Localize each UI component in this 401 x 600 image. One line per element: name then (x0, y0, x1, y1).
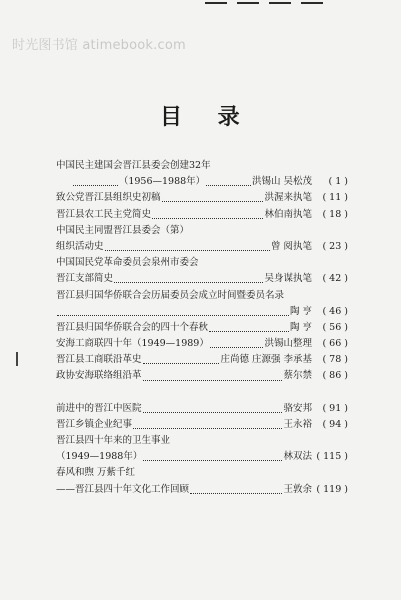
toc-entry-page: ( 78 ) (312, 352, 348, 368)
toc-entry[interactable] (56, 352, 348, 368)
toc-entry-author: 林伯南执笔 (264, 208, 312, 220)
leader-dots (143, 453, 282, 461)
toc-entry-author: 洪渥来执笔 (264, 192, 312, 204)
toc-entry[interactable] (56, 271, 348, 287)
leader-dots (143, 356, 220, 364)
toc-entry-author: 庄尚德 庄源强 李承基 (220, 354, 312, 366)
toc-entry-title: 致公党晋江县组织史初稿 (56, 192, 161, 204)
leader-dots (143, 405, 283, 413)
toc-entry-page: ( 91 ) (312, 401, 348, 417)
toc-entry-author: 陶 亨 (289, 305, 312, 317)
toc-entry-author: 林双法 (283, 451, 312, 463)
leader-dots (209, 324, 289, 332)
toc-entry-author: 蔡尔禁 (283, 370, 312, 382)
toc-entry-page: ( 42 ) (312, 271, 348, 287)
toc-entry-title: 春风和煦 万紫千红 (56, 467, 136, 479)
toc-entry-title: 中国民主建国会晋江县委会创建32年 (56, 160, 211, 171)
toc-entry-title: 晋江县归国华侨联合会历届委员会成立时间暨委员名录 (56, 289, 285, 301)
toc-entry-author: 骆安邦 (283, 402, 312, 414)
toc-entry[interactable] (56, 174, 348, 190)
watermark: 时光图书馆 atimebook.com (12, 38, 186, 53)
table-of-contents (56, 158, 348, 498)
toc-entry-author: 洪锡山整理 (264, 338, 312, 350)
toc-entry-title: 晋江县四十年来的卫生事业 (56, 435, 171, 446)
toc-entry-subtitle: （1956—1988年） (118, 176, 206, 188)
toc-entry[interactable] (56, 417, 348, 433)
page-title: 目 录 (160, 105, 254, 130)
leader-dots (133, 421, 282, 429)
toc-entry[interactable] (56, 190, 348, 206)
top-edge-marks (205, 0, 345, 6)
toc-entry-author: 王敦余 (283, 483, 312, 495)
toc-entry[interactable] (56, 207, 348, 223)
toc-entry-page: ( 115 ) (312, 449, 348, 465)
toc-entry-page: ( 23 ) (312, 239, 348, 255)
toc-entry-title: 前进中的晋江中医院 (56, 402, 142, 414)
toc-entry-title: 晋江乡镇企业纪事 (56, 418, 133, 430)
toc-entry-page: ( 46 ) (312, 304, 348, 320)
toc-entry-subtitle: 晋江支部简史 (56, 273, 114, 285)
toc-entry[interactable] (56, 482, 348, 498)
toc-entry[interactable] (56, 401, 348, 417)
toc-entry-title: 中国国民党革命委员会泉州市委会 (56, 257, 199, 269)
leader-dots (152, 211, 263, 219)
leader-dots (190, 486, 282, 494)
toc-entry-author: 曾 阅执笔 (270, 240, 312, 252)
toc-entry-author: 吴身谋执笔 (264, 273, 312, 285)
toc-entry-page: ( 1 ) (312, 174, 348, 190)
toc-entry-title: 政协安海联络组沿革 (56, 370, 142, 382)
toc-entry-title: 晋江县归国华侨联合会的四十个春秋 (56, 321, 209, 333)
toc-entry-subtitle: 组织活动史 (56, 240, 104, 252)
toc-entry[interactable] (56, 336, 348, 352)
toc-entry-page: ( 66 ) (312, 336, 348, 352)
toc-entry[interactable] (56, 368, 348, 384)
leader-dots (162, 194, 264, 202)
leader-dots (210, 340, 264, 348)
toc-entry-page: ( 119 ) (312, 482, 348, 498)
toc-entry-title: 中国民主同盟晋江县委会（第） (56, 224, 190, 236)
toc-entry-title: 晋江县农工民主党简史 (56, 208, 152, 220)
toc-entry-page: ( 56 ) (312, 320, 348, 336)
toc-entry-title: 安海工商联四十年（1949—1989） (56, 338, 209, 350)
leader-dots (73, 178, 118, 186)
leader-dots (206, 178, 251, 186)
margin-mark (16, 352, 18, 366)
leader-dots (143, 373, 283, 381)
toc-entry-page: ( 11 ) (312, 190, 348, 206)
toc-entry-subtitle: （1949—1988年） (56, 451, 143, 463)
leader-dots (57, 308, 289, 316)
toc-entry[interactable] (56, 304, 348, 320)
toc-entry-author: 洪锡山 吴松茂 (251, 176, 313, 188)
leader-dots (114, 275, 263, 283)
toc-entry-page: ( 94 ) (312, 417, 348, 433)
toc-entry[interactable] (56, 320, 348, 336)
toc-entry-page: ( 18 ) (312, 207, 348, 223)
toc-entry-title: 晋江县工商联沿革史 (56, 354, 142, 366)
toc-entry-author: 王永裕 (283, 418, 312, 430)
toc-entry-author: 陶 亨 (289, 321, 312, 333)
section-gap (56, 385, 348, 401)
toc-entry[interactable] (56, 449, 348, 465)
leader-dots (105, 243, 270, 251)
toc-entry-page: ( 86 ) (312, 368, 348, 384)
toc-entry-subtitle: ——晋江县四十年文化工作回顾 (56, 483, 190, 495)
toc-entry[interactable] (56, 239, 348, 255)
